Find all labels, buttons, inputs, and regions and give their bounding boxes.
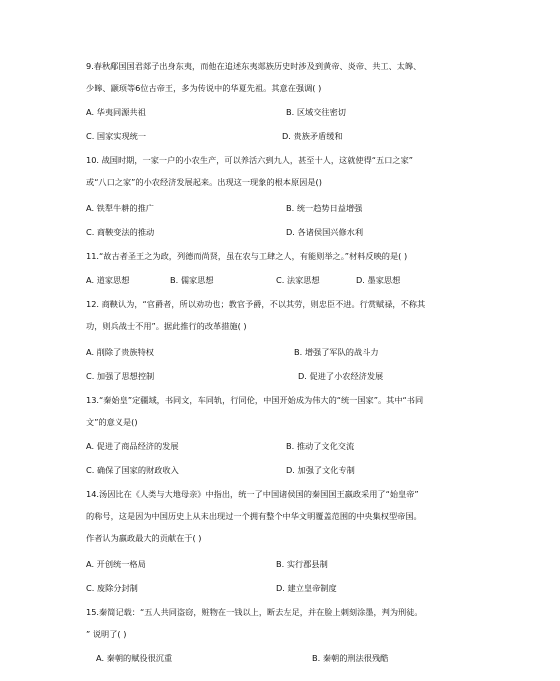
question-10-option-a[interactable]: A. 铁犁牛耕的推广 bbox=[86, 203, 154, 213]
question-9-stem-line-1: 9.春秋鄅国国君郯子出身东夷，而他在追述东夷郯族历史时涉及到黄帝、炎帝、共工、太皞、 bbox=[86, 61, 422, 71]
question-9-option-b[interactable]: B. 区域交往密切 bbox=[286, 107, 346, 117]
question-15-option-a[interactable]: A. 秦朝的赋役很沉重 bbox=[96, 653, 173, 663]
question-10-option-c[interactable]: C. 商鞅变法的推动 bbox=[86, 227, 155, 237]
question-14-option-c[interactable]: C. 废除分封制 bbox=[86, 583, 138, 593]
question-13-option-a[interactable]: A. 促进了商品经济的发展 bbox=[86, 441, 179, 451]
question-10-stem-line-1: 10. 战国时期，一家一户的小农生产，可以养活六到九人，甚至十人，这就使得“五口之家” bbox=[86, 155, 414, 165]
question-13-option-d[interactable]: D. 加强了文化专制 bbox=[286, 465, 355, 475]
question-13-option-c[interactable]: C. 确保了国家的财政收入 bbox=[86, 465, 179, 475]
question-15-stem-line-2: ” 说明了( ) bbox=[86, 629, 127, 639]
question-10-stem-line-2: 或“八口之家”的小农经济发展起来。出现这一现象的根本原因是() bbox=[86, 177, 322, 187]
question-9-stem-line-2: 少皞、颛顼等6位古帝王，多为传说中的华夏先祖。其意在强调( ) bbox=[86, 83, 322, 93]
question-13-stem-line-2: 文”的意义是() bbox=[86, 417, 138, 427]
question-13-option-b[interactable]: B. 推动了文化交流 bbox=[286, 441, 355, 451]
question-10-option-b[interactable]: B. 统一趋势日益增强 bbox=[286, 203, 363, 213]
question-15-stem-line-1: 15.秦简记载：“五人共同盗窃，赃物在一钱以上，断去左足，并在脸上刺刻涂墨，判为刑徒。 bbox=[86, 607, 423, 617]
question-9-option-c[interactable]: C. 国家实现统一 bbox=[86, 131, 147, 141]
question-9-option-a[interactable]: A. 华夷同源共祖 bbox=[86, 107, 146, 117]
question-12-option-a[interactable]: A. 削除了贵族特权 bbox=[86, 347, 154, 357]
question-15-option-b[interactable]: B. 秦朝的刑法很残酷 bbox=[312, 653, 389, 663]
question-14-stem-line-2: 的称号，这是因为中国历史上从未出现过一个拥有整个中华文明覆盖范围的中央集权型帝国。 bbox=[86, 511, 422, 521]
question-14-option-d[interactable]: D. 建立皇帝制度 bbox=[276, 583, 337, 593]
question-10-option-d[interactable]: D. 各诸侯国兴修水利 bbox=[286, 227, 364, 237]
question-11-option-a[interactable]: A. 道家思想 bbox=[86, 275, 130, 285]
question-12-option-b[interactable]: B. 增强了军队的战斗力 bbox=[294, 347, 379, 357]
question-13-stem-line-1: 13.“秦始皇”定疆域，书同文，车同轨，行同伦，中国开始成为伟大的“统一国家”。其中“书同 bbox=[86, 395, 424, 405]
question-14-option-a[interactable]: A. 开创统一格局 bbox=[86, 559, 146, 569]
question-14-stem-line-3: 作者认为嬴政最大的贡献在于( ) bbox=[86, 533, 202, 543]
question-14-option-b[interactable]: B. 实行郡县制 bbox=[276, 559, 328, 569]
question-12-stem-line-1: 12. 商鞅认为，“官爵者，所以劝功也；教官予爵，不以其劳，则忠臣不进。行赏赋禄，不称其 bbox=[86, 299, 426, 309]
question-14-stem-line-1: 14.汤因比在《人类与大地母亲》中指出，统一了中国诸侯国的秦国国王嬴政采用了“始皇帝” bbox=[86, 489, 419, 499]
question-11-option-c[interactable]: C. 法家思想 bbox=[276, 275, 320, 285]
question-9-option-d[interactable]: D. 贵族矛盾缓和 bbox=[282, 131, 343, 141]
question-12-option-c[interactable]: C. 加强了思想控制 bbox=[86, 371, 155, 381]
question-11-option-d[interactable]: D. 墨家思想 bbox=[356, 275, 401, 285]
question-12-option-d[interactable]: D. 促进了小农经济发展 bbox=[298, 371, 384, 381]
question-11-option-b[interactable]: B. 儒家思想 bbox=[170, 275, 214, 285]
question-12-stem-line-2: 功，则兵战士不用”。据此推行的改革措施( ) bbox=[86, 321, 247, 331]
question-11-stem-line-1: 11.“故古者圣王之为政，列德而尚贤，虽在农与工肆之人，有能则举之。”材料反映的是( ) bbox=[86, 251, 408, 261]
